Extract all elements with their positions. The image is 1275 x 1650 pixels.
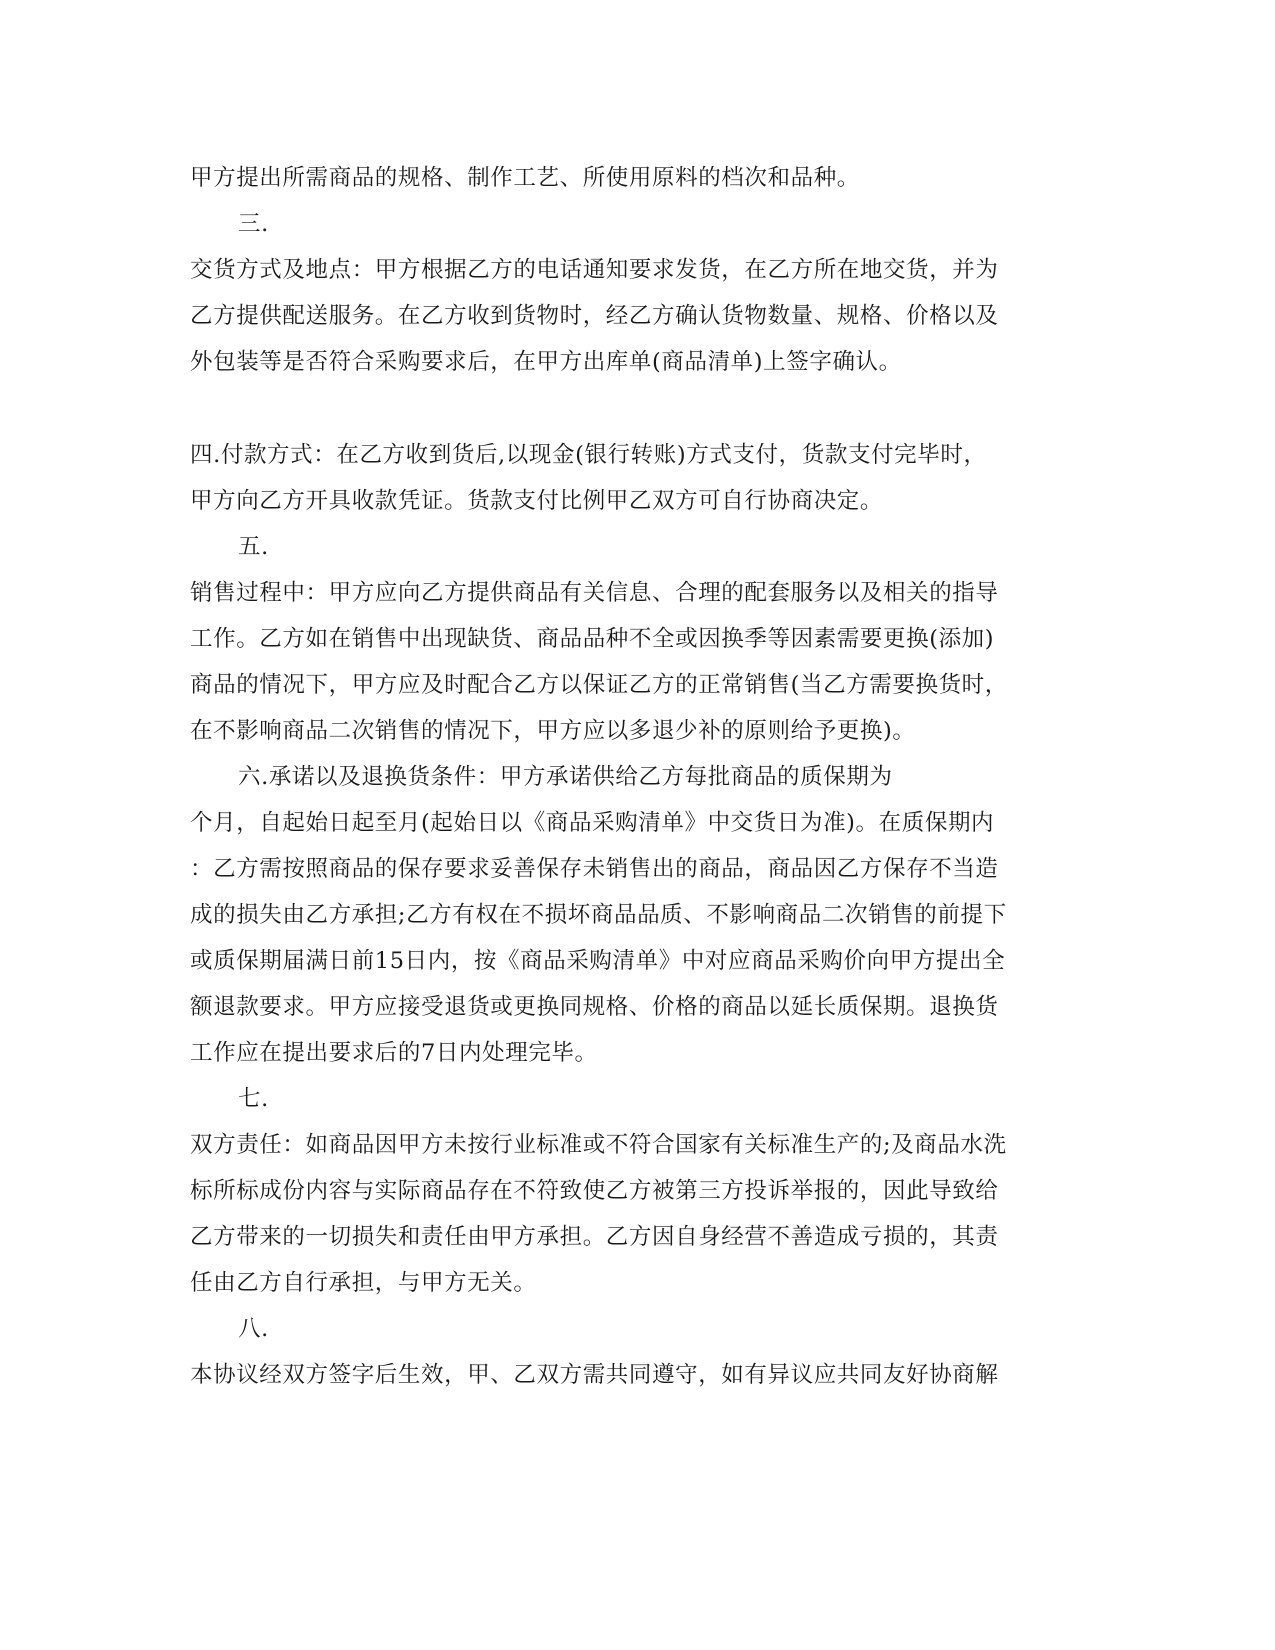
text-line: 乙方带来的一切损失和责任由甲方承担。乙方因自身经营不善造成亏损的，其责 <box>190 1224 999 1250</box>
text-line: 商品的情况下，甲方应及时配合乙方以保证乙方的正常销售(当乙方需要换货时， <box>190 672 1008 698</box>
text-line: 乙方提供配送服务。在乙方收到货物时，经乙方确认货物数量、规格、价格以及 <box>190 303 999 329</box>
text-line: 双方责任：如商品因甲方未按行业标准或不符合国家有关标准生产的;及商品水洗 <box>190 1132 1007 1158</box>
text-line: 额退款要求。甲方应接受退货或更换同规格、价格的商品以延长质保期。退换货 <box>190 994 999 1020</box>
section-number: 三. <box>238 211 269 237</box>
text-line: 或质保期届满日前15日内，按《商品采购清单》中对应商品采购价向甲方提出全 <box>190 948 1006 974</box>
text-line: 本协议经双方签字后生效，甲、乙双方需共同遵守，如有异议应共同友好协商解 <box>190 1362 999 1388</box>
text-line: 个月，自起始日起至月(起始日以《商品采购清单》中交货日为准)。在质保期内 <box>190 810 995 836</box>
section-heading-line: 六.承诺以及退换货条件：甲方承诺供给乙方每批商品的质保期为 <box>238 764 893 790</box>
text-line: 销售过程中：甲方应向乙方提供商品有关信息、合理的配套服务以及相关的指导 <box>190 580 999 606</box>
text-line: 交货方式及地点：甲方根据乙方的电话通知要求发货，在乙方所在地交货，并为 <box>190 257 999 283</box>
section-number: 七. <box>238 1086 269 1112</box>
text-line: 工作应在提出要求后的7日内处理完毕。 <box>190 1040 598 1066</box>
text-line: 成的损失由乙方承担;乙方有权在不损坏商品品质、不影响商品二次销售的前提下 <box>190 902 1007 928</box>
text-line: 任由乙方自行承担，与甲方无关。 <box>190 1270 537 1296</box>
text-line: ：乙方需按照商品的保存要求妥善保存未销售出的商品，商品因乙方保存不当造 <box>190 856 999 882</box>
section-number: 五. <box>238 534 269 560</box>
section-number: 八. <box>238 1316 269 1342</box>
text-line: 外包装等是否符合采购要求后，在甲方出库单(商品清单)上签字确认。 <box>190 349 902 375</box>
text-line: 在不影响商品二次销售的情况下，甲方应以多退少补的原则给予更换)。 <box>190 718 916 744</box>
text-line: 甲方向乙方开具收款凭证。货款支付比例甲乙双方可自行协商决定。 <box>190 488 884 514</box>
text-line: 甲方提出所需商品的规格、制作工艺、所使用原料的档次和品种。 <box>190 165 860 191</box>
text-line: 四.付款方式：在乙方收到货后,以现金(银行转账)方式支付，货款支付完毕时， <box>190 442 987 468</box>
text-line: 工作。乙方如在销售中出现缺货、商品品种不全或因换季等因素需要更换(添加) <box>190 626 995 652</box>
text-line: 标所标成份内容与实际商品存在不符致使乙方被第三方投诉举报的，因此导致给 <box>190 1178 999 1204</box>
